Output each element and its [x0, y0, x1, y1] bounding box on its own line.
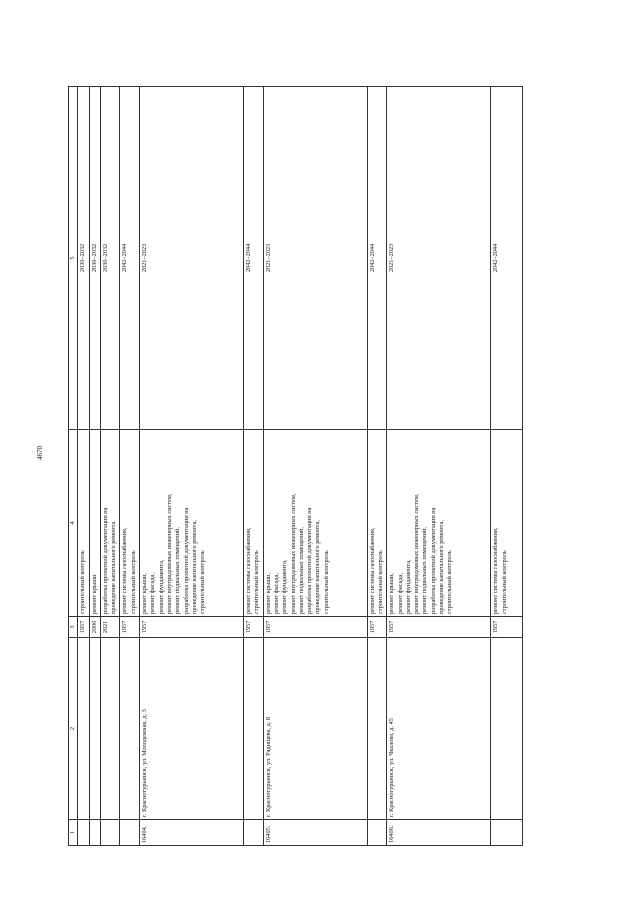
- commission-year-cell: 1957: [367, 617, 387, 638]
- table-header: [69, 87, 78, 846]
- address-cell: [491, 638, 523, 820]
- table-row: [491, 87, 523, 846]
- table-body: [78, 87, 523, 846]
- repair-period-cell: 2030–2032: [100, 87, 120, 430]
- work-list-cell: [78, 430, 89, 617]
- repair-period-cell: 2030–2032: [78, 87, 89, 430]
- work-item: ремонт подвальных помещений,: [421, 527, 429, 614]
- row-number-cell: 16406.: [387, 820, 491, 846]
- work-item: ремонт крыши: [90, 574, 98, 614]
- table-row: [89, 87, 100, 846]
- header-col-5: 5: [69, 87, 78, 430]
- repair-period-cell: 2021–2023: [263, 87, 367, 430]
- work-item: ремонт системы газоснабжения,: [245, 527, 253, 614]
- address-cell: [89, 638, 100, 820]
- commission-year-cell: 1957: [244, 617, 264, 638]
- work-item: ремонт подвальных помещений,: [174, 527, 182, 614]
- work-list-cell: [120, 430, 140, 617]
- header-col-3: 3: [69, 617, 78, 638]
- work-item: ремонт крыши,: [388, 572, 396, 614]
- work-item: ремонт системы газоснабжения,: [492, 527, 500, 614]
- work-item: строительный контроль: [253, 550, 261, 614]
- commission-year-cell: 1957: [387, 617, 491, 638]
- work-item: строительный контроль: [500, 550, 508, 614]
- repair-period-cell: 2021–2023: [140, 87, 244, 430]
- repair-period-cell: 2030–2032: [89, 87, 100, 430]
- row-number-cell: [89, 820, 100, 846]
- address-cell: [120, 638, 140, 820]
- address-cell: г. Краснотурьинск, ул. Молодежная, д. 3: [140, 638, 244, 820]
- table-row: [244, 87, 264, 846]
- header-col-2: 2: [69, 638, 78, 820]
- table-row: [78, 87, 89, 846]
- work-item: проведение капитального ремонта,: [190, 520, 198, 614]
- table-row: [263, 87, 367, 846]
- work-item: ремонт внутридомовых инженерных систем,: [289, 493, 297, 614]
- work-list-cell: [244, 430, 264, 617]
- rotated-table-container: [68, 86, 546, 846]
- address-cell: г. Краснотурьинск, ул. Радищева, д. 8: [263, 638, 367, 820]
- work-item: строительный контроль: [376, 550, 384, 614]
- work-item: ремонт системы газоснабжения,: [121, 527, 129, 614]
- repair-period-cell: 2021–2023: [387, 87, 491, 430]
- work-item: ремонт фасада,: [272, 573, 280, 614]
- row-number-cell: [78, 820, 89, 846]
- work-item: ремонт фасада,: [149, 573, 157, 614]
- work-item: разработка проектной документации на: [101, 507, 109, 614]
- work-item: строительный контроль: [199, 550, 207, 614]
- work-list-cell: [140, 430, 244, 617]
- work-list-cell: [367, 430, 387, 617]
- address-cell: [78, 638, 89, 820]
- row-number-cell: [120, 820, 140, 846]
- work-list-cell: [491, 430, 523, 617]
- work-item: ремонт фундамента,: [157, 559, 165, 614]
- work-item: разработка проектной документации на: [306, 507, 314, 614]
- work-list-cell: [100, 430, 120, 617]
- row-number-cell: [244, 820, 264, 846]
- address-cell: [244, 638, 264, 820]
- work-item: ремонт внутридомовых инженерных систем,: [165, 493, 173, 614]
- work-item: ремонт подвальных помещений,: [297, 527, 305, 614]
- work-item: ремонт фундамента,: [404, 559, 412, 614]
- commission-year-cell: 1957: [78, 617, 89, 638]
- header-col-1: 1: [69, 820, 78, 846]
- work-item: строительный контроль: [446, 550, 454, 614]
- repair-period-cell: 2042–2044: [491, 87, 523, 430]
- commission-year-cell: 1957: [491, 617, 523, 638]
- table-row: [387, 87, 491, 846]
- work-item: ремонт крыши,: [141, 572, 149, 614]
- commission-year-cell: 2000: [89, 617, 100, 638]
- repair-period-cell: 2042–2044: [244, 87, 264, 430]
- address-cell: [100, 638, 120, 820]
- work-item: строительный контроль: [79, 550, 87, 614]
- work-list-cell: [89, 430, 100, 617]
- address-cell: [367, 638, 387, 820]
- page-number: 4670: [36, 446, 44, 460]
- work-item: проведение капитального ремонта: [110, 521, 118, 614]
- address-cell: г. Краснотурьинск, ул. Чкалова, д. 45: [387, 638, 491, 820]
- commission-year-cell: 1957: [140, 617, 244, 638]
- commission-year-cell: 2021: [100, 617, 120, 638]
- work-item: строительный контроль: [322, 550, 330, 614]
- commission-year-cell: 1957: [120, 617, 140, 638]
- work-list-cell: [387, 430, 491, 617]
- work-item: ремонт внутридомовых инженерных систем,: [413, 493, 421, 614]
- row-number-cell: [491, 820, 523, 846]
- capital-repair-table: [68, 86, 523, 846]
- work-item: строительный контроль: [129, 550, 137, 614]
- repair-period-cell: 2042–2044: [120, 87, 140, 430]
- work-item: разработка проектной документации на: [429, 507, 437, 614]
- commission-year-cell: 1957: [263, 617, 367, 638]
- work-list-cell: [263, 430, 367, 617]
- work-item: ремонт крыши,: [264, 572, 272, 614]
- repair-period-cell: 2042–2044: [367, 87, 387, 430]
- table-row: [120, 87, 140, 846]
- work-item: ремонт фундамента,: [281, 559, 289, 614]
- work-item: разработка проектной документации на: [182, 507, 190, 614]
- work-item: проведение капитального ремонта,: [438, 520, 446, 614]
- work-item: проведение капитального ремонта,: [314, 520, 322, 614]
- row-number-cell: 16405.: [263, 820, 367, 846]
- row-number-cell: 16404.: [140, 820, 244, 846]
- table-row: [140, 87, 244, 846]
- header-col-4: 4: [69, 430, 78, 617]
- work-item: ремонт фасада,: [396, 573, 404, 614]
- row-number-cell: [100, 820, 120, 846]
- work-item: ремонт системы газоснабжения,: [368, 527, 376, 614]
- row-number-cell: [367, 820, 387, 846]
- table-row: [367, 87, 387, 846]
- table-row: [100, 87, 120, 846]
